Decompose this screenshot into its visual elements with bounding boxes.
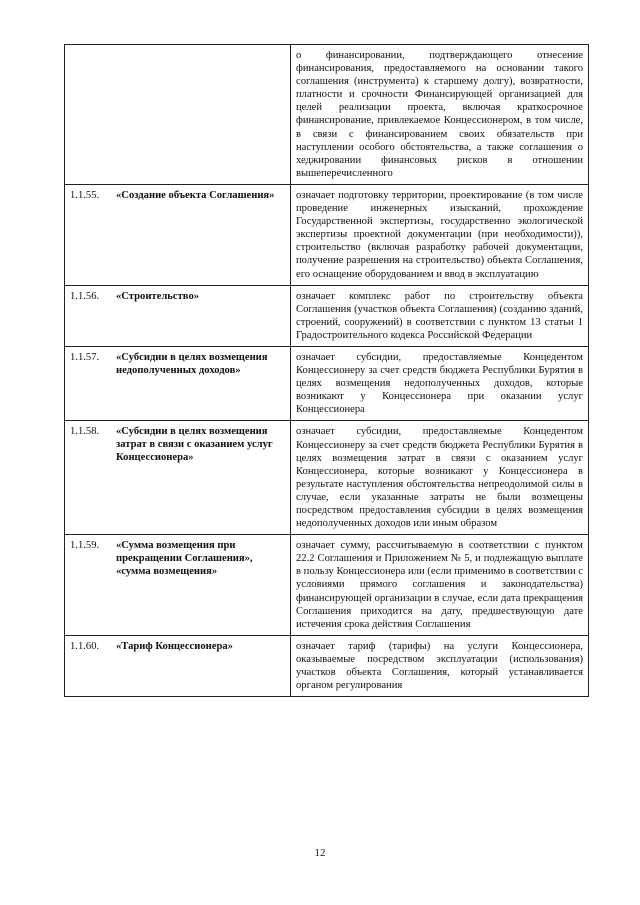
table-row (65, 45, 589, 185)
clause-number: 1.1.56. (70, 290, 100, 302)
definition-text: о финансировании, подтверждающего отнесение финансирования, предоставляемого на основании такого соглашения (инструмента) к старшему долгу), возвратности, платности и срочности Финансирующей организацией для целей реализации проекта, включая краткосрочное финансирование, привлекаемое Концессионером, в том числе, в связи с финансированием своих обязательств при наступлении особого обстоятельства, а также соглашения о хеджировании финансовых рисков в отношении вышеперечисленного (296, 50, 583, 179)
clause-number: 1.1.57. (70, 351, 100, 363)
definition-cell (291, 184, 589, 285)
definition-cell (291, 421, 589, 535)
clause-number: 1.1.59. (70, 540, 100, 552)
definition-text: означает подготовку территории, проектирование (в том числе проведение инженерных изысканий, прохождение Государственной экспертизы, государственно экологической экспертизы проектной документации (при необходимости)), строительство (включая разработку рабочей документации, получение разрешения на строительство) объекта Соглашения, его оснащение оборудованием и ввод в эксплуатацию (296, 189, 583, 280)
page-number: 12 (314, 847, 326, 859)
defined-term: «Субсидии в целях возмещения недополученных доходов» (116, 351, 268, 376)
defined-term: «Тариф Концессионера» (116, 640, 233, 652)
definition-text: означает тариф (тарифы) на услуги Концессионера, оказываемые посредством эксплуатации (использования) участков объекта Соглашения, который устанавливается органом регулирования (296, 640, 583, 692)
table-row (65, 421, 589, 535)
term-cell (65, 421, 291, 535)
table-row (65, 635, 589, 696)
term-cell (65, 535, 291, 636)
clause-number: 1.1.58. (70, 426, 100, 438)
term-cell (65, 184, 291, 285)
definition-cell (291, 285, 589, 346)
defined-term: «Создание объекта Соглашения» (116, 189, 275, 201)
document-page (64, 44, 583, 697)
table-row (65, 184, 589, 285)
table-row (65, 535, 589, 636)
defined-term: «Сумма возмещения при прекращении Соглашения», «сумма возмещения» (116, 540, 253, 578)
clause-number: 1.1.55. (70, 189, 100, 201)
definition-cell (291, 45, 589, 185)
defined-term: «Строительство» (116, 290, 200, 302)
table-row (65, 346, 589, 420)
table-row (65, 285, 589, 346)
definition-cell (291, 635, 589, 696)
clause-number: 1.1.60. (70, 640, 100, 652)
definition-cell (291, 535, 589, 636)
definition-text: означает сумму, рассчитываемую в соответствии с пунктом 22.2 Соглашения и Приложением № 5, и подлежащую выплате в пользу Концессионера или (если применимо в соответствии с условиями прямого соглашения и законодательства) финансирующей организации в случае, если дата прекращения Соглашения приходится на дату, предшествующую дате истечения срока действия Соглашения (296, 540, 583, 630)
term-cell (65, 45, 291, 185)
definition-text: означает комплекс работ по строительству объекта Соглашения (участков объекта Соглашения) (созданию зданий, строений, сооружений) в соответствии с пунктом 13 статьи 1 Градостроительного кодекса Российской Федерации (296, 290, 583, 341)
term-cell (65, 285, 291, 346)
term-cell (65, 346, 291, 420)
term-cell (65, 635, 291, 696)
definitions-table (64, 44, 589, 697)
definition-cell (291, 346, 589, 420)
definition-text: означает субсидии, предоставляемые Концедентом Концессионеру за счет средств бюджета Республики Бурятия в целях возмещения недополученных доходов, которые возникают у Концессионера при оказании услуг Концессионера (296, 351, 583, 416)
definition-text: означает субсидии, предоставляемые Концедентом Концессионеру за счет средств бюджета Республики Бурятия в целях возмещения затрат в связи с оказанием услуг Концессионера, которые возникают у Концессионера в результате наступления обстоятельства непреодолимой силы в случае, если указанные затраты не были возмещены посредством предоставления субсидии в целях возмещения недополученных доходов или иным образом (296, 426, 583, 530)
defined-term: «Субсидии в целях возмещения затрат в связи с оказанием услуг Концессионера» (116, 426, 273, 464)
